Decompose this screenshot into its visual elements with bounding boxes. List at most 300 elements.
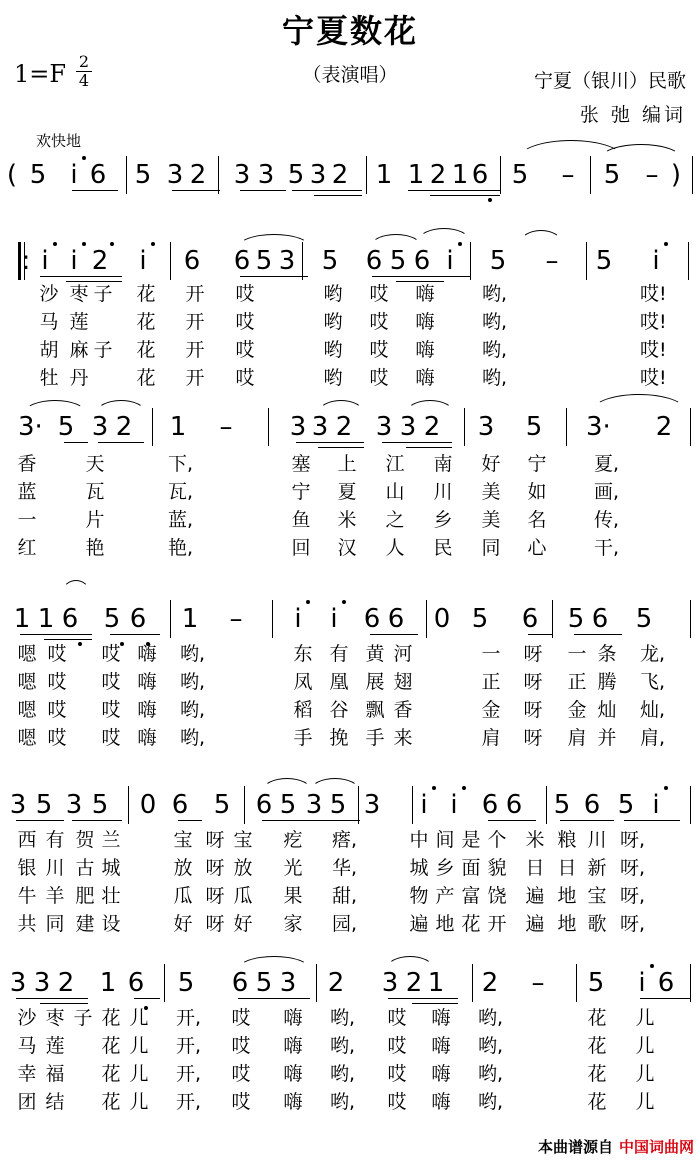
octave-dot-high [664,242,668,246]
lyric-syllable: 开, [176,1007,202,1029]
note-glyph: – [229,604,243,634]
note-glyph: 5 [525,412,543,442]
note-glyph: 3 [65,790,83,820]
note-glyph: 5 [255,968,273,998]
lyric-line [0,536,700,566]
lyric-syllable: 哟, [180,671,206,693]
lyric-syllable: 谷 [329,699,349,721]
site-name-link[interactable]: 中国词曲网 [618,1138,694,1156]
lyric-syllable: 瓜 [173,885,193,907]
bar-line [164,964,165,1002]
lyric-syllable: 壮 [101,885,121,907]
lyric-syllable: 灿 [597,699,617,721]
octave-dot-high [306,600,310,604]
bar-line [546,786,547,824]
note-glyph: 6 [129,604,147,634]
lyric-syllable: 有 [45,829,65,851]
note-glyph: 5 [255,246,273,276]
lyric-syllable: 嗨 [415,283,435,305]
lyric-syllable: 艳, [168,537,194,559]
song-origin: 宁夏（银川）民歌 [533,70,686,92]
beam-underline [238,998,310,999]
lyric-syllable: 如 [527,481,547,503]
note-glyph: 3 [233,160,251,190]
lyric-syllable: 儿 [635,1035,655,1057]
key-signature: 1=F [14,60,67,88]
note-glyph: 6 [363,604,381,634]
lyric-syllable: 哟, [478,1035,504,1057]
lyric-syllable: 放 [173,857,193,879]
note-glyph: i [450,790,458,820]
slur-arc [96,400,146,413]
note-glyph: 3 [375,412,393,442]
lyric-syllable: 开 [487,913,507,935]
note-glyph: 6 [231,968,249,998]
beam-underline [406,447,452,448]
lyric-syllable: 天 [85,453,105,475]
lyric-syllable: 嗨 [431,1091,451,1113]
lyric-syllable: 哎 [231,1035,251,1057]
lyric-syllable: 幸 [17,1063,37,1085]
lyric-syllable: 哎! [640,283,667,305]
lyric-syllable: 地 [435,913,455,935]
octave-dot-high [432,786,436,790]
lyric-syllable: 沙 [17,1007,37,1029]
lyric-syllable: 同 [45,913,65,935]
bar-line [316,964,317,1002]
score-row [0,402,700,559]
note-glyph: 3 [278,246,296,276]
lyric-line [0,1090,700,1120]
note-glyph: i [330,604,338,634]
lyric-syllable: 哎! [640,367,667,389]
bar-line [690,600,691,638]
lyric-syllable: 名 [527,509,547,531]
lyric-syllable: 城 [409,857,429,879]
lyric-syllable: 凤 [293,671,313,693]
lyric-syllable: 嗨 [415,339,435,361]
note-glyph: 2 [327,968,345,998]
bar-line [692,156,693,194]
beam-underline [314,195,362,196]
lyric-syllable: 哟, [478,1063,504,1085]
note-glyph: 2 [331,160,349,190]
lyric-syllable: 来 [393,727,413,749]
lyric-syllable: 开 [185,311,205,333]
lyric-syllable: 呀 [205,913,225,935]
note-glyph: 1 [427,968,445,998]
lyric-syllable: 嗨 [283,1091,303,1113]
lyric-syllable: 一 [567,643,587,665]
lyric-syllable: 哟, [180,699,206,721]
note-glyph: 3 [9,968,27,998]
beam-underline [528,634,552,635]
score-row [0,236,700,389]
bar-line [566,408,567,446]
repeat-bar-line [18,242,21,280]
bar-line [426,600,427,638]
lyric-syllable: 枣 [69,283,89,305]
lyric-syllable: 莲 [69,311,89,333]
lyric-syllable: 龙, [640,643,666,665]
lyric-syllable: 地 [557,885,577,907]
lyric-syllable: 哎 [235,367,255,389]
lyric-syllable: 嗯 [17,727,37,749]
lyric-syllable: 哟, [180,643,206,665]
lyric-syllable: 展 [365,671,385,693]
lyric-syllable: 哎 [387,1091,407,1113]
lyric-syllable: 粮 [557,829,577,851]
beam-underline [72,820,122,821]
lyric-syllable: 红 [17,537,37,559]
lyric-syllable: 兰 [101,829,121,851]
lyric-syllable: 夏 [337,481,357,503]
lyric-syllable: 饶 [487,885,507,907]
note-glyph: 6 [61,604,79,634]
bar-line [126,156,127,194]
note-glyph: 0 [139,790,157,820]
lyric-syllable: 哎 [47,727,67,749]
slur-arc [24,400,86,413]
lyric-syllable: 一 [481,643,501,665]
lyric-syllable: 蓝 [17,481,37,503]
note-glyph: ( [6,160,18,190]
beam-underline [262,820,360,821]
bar-line [244,786,245,824]
lyric-syllable: 歌 [587,913,607,935]
lyric-syllable: 哟, [482,283,508,305]
lyric-syllable: 哎 [47,671,67,693]
note-glyph: 1 [375,160,393,190]
lyric-syllable: 间 [435,829,455,851]
lyric-syllable: 儿 [129,1035,149,1057]
lyric-syllable: 蓝, [168,509,194,531]
note-glyph: 3 [257,160,275,190]
lyric-syllable: 香 [17,453,37,475]
lyric-syllable: 呀 [523,671,543,693]
beam-underline [44,639,92,640]
lyric-syllable: 子 [93,283,113,305]
lyric-syllable: 手 [293,727,313,749]
lyric-syllable: 翅 [393,671,413,693]
song-subtitle: （表演唱） [302,64,398,86]
lyric-line [0,452,700,482]
bar-line [302,242,303,280]
note-glyph: 5 [29,160,47,190]
lyric-syllable: 哎 [101,643,121,665]
note-glyph: 1 [451,160,469,190]
note-glyph: i [41,246,49,276]
slur-arc [406,400,454,413]
note-glyph: 0 [433,604,451,634]
slur-arc [318,400,364,413]
lyric-syllable: 哎 [369,311,389,333]
lyric-syllable: 哎 [369,339,389,361]
beam-underline [40,1003,88,1004]
lyric-syllable: 园, [332,913,358,935]
lyric-syllable: 花 [587,1007,607,1029]
lyric-line [0,338,700,368]
lyric-syllable: 米 [525,829,545,851]
lyric-syllable: 物 [409,885,429,907]
note-glyph: 3 [9,790,27,820]
beam-underline [16,998,88,999]
bar-line [358,786,359,824]
beam-underline [574,634,622,635]
lyric-syllable: 嗨 [415,367,435,389]
note-glyph: 5 [134,160,152,190]
octave-dot-high [462,786,466,790]
lyric-syllable: 川 [45,857,65,879]
lyric-syllable: 中 [409,829,429,851]
slur-arc [592,394,686,411]
note-glyph: 6 [89,160,107,190]
lyric-syllable: 哎 [101,671,121,693]
note-glyph: 6 [183,246,201,276]
lyric-syllable: 地 [557,913,577,935]
lyric-syllable: 山 [385,481,405,503]
lyric-line [0,508,700,538]
lyric-syllable: 美 [481,481,501,503]
note-glyph: 5 [177,968,195,998]
lyric-syllable: 哎 [231,1007,251,1029]
lyric-syllable: 嗨 [431,1035,451,1057]
lyric-syllable: 开, [176,1063,202,1085]
lyric-line [0,642,700,672]
lyric-syllable: 同 [481,537,501,559]
bar-line [366,156,367,194]
lyric-syllable: 贺 [75,829,95,851]
lyric-line [0,1006,700,1036]
lyric-syllable: 疙 [283,829,303,851]
note-glyph: i [294,604,302,634]
lyric-syllable: 嗨 [431,1063,451,1085]
note-glyph: 6 [481,790,499,820]
note-glyph: 6 [127,968,145,998]
note-glyph: 6 [591,604,609,634]
lyric-syllable: 乡 [433,509,453,531]
octave-dot-high [650,964,654,968]
lyric-syllable: 甜, [332,885,358,907]
note-glyph: 3 [309,160,327,190]
tempo-marking: 欢快地 [36,132,82,150]
lyric-syllable: 遍 [525,885,545,907]
lyric-syllable: 光 [283,857,303,879]
note-glyph: 5 [91,790,109,820]
lyric-syllable: 嗨 [415,311,435,333]
lyric-syllable: 产 [435,885,455,907]
note-glyph: i [139,246,147,276]
note-glyph: 5 [511,160,529,190]
note-glyph: 3· [18,412,43,442]
lyric-syllable: 民 [433,537,453,559]
note-glyph: i [652,790,660,820]
note-glyph: 1 [169,412,187,442]
lyric-syllable: 儿 [129,1091,149,1113]
note-glyph: 1 [99,968,117,998]
note-glyph: 5 [35,790,53,820]
lyric-syllable: 哎 [235,311,255,333]
lyric-syllable: 嗨 [137,671,157,693]
lyric-syllable: 挽 [329,727,349,749]
lyric-syllable: 金 [567,699,587,721]
note-glyph: i [446,246,454,276]
bar-line [218,156,219,194]
lyric-syllable: 花 [136,339,156,361]
note-glyph: 2 [481,968,499,998]
note-glyph: 2 [91,246,109,276]
bar-line [552,600,553,638]
lyric-syllable: 哟, [478,1091,504,1113]
lyric-syllable: 果 [283,885,303,907]
beam-underline [560,820,614,821]
note-glyph: 3 [279,968,297,998]
note-glyph: 5 [329,790,347,820]
lyric-syllable: 华, [332,857,358,879]
lyric-syllable: 日 [557,857,577,879]
lyric-syllable: 哟, [478,1007,504,1029]
lyric-syllable: 结 [45,1091,65,1113]
lyric-syllable: 肩 [567,727,587,749]
source-label: 本曲谱源自 [537,1138,613,1156]
slur-arc [370,234,422,247]
lyric-syllable: 哎 [101,699,121,721]
note-glyph: 5 [279,790,297,820]
note-glyph: 2 [57,968,75,998]
lyric-syllable: 哟 [323,367,343,389]
lyric-syllable: 建 [75,913,95,935]
lyric-syllable: 哟, [330,1035,356,1057]
lyric-syllable: 嗨 [137,699,157,721]
lyric-syllable: 嗨 [137,643,157,665]
beam-underline [40,276,122,277]
lyric-syllable: 正 [567,671,587,693]
lyric-syllable: 花 [101,1007,121,1029]
lyric-syllable: 遍 [409,913,429,935]
lyric-syllable: 哎 [47,643,67,665]
lyric-syllable: 川 [433,481,453,503]
lyric-syllable: 家 [283,913,303,935]
note-glyph: – [561,160,575,190]
beam-underline [240,190,286,191]
lyric-syllable: 开 [185,339,205,361]
lyric-line [0,282,700,312]
time-signature-bottom: 4 [78,71,90,90]
beam-underline [172,190,220,191]
note-glyph: 5 [389,246,407,276]
lyric-syllable: 嗯 [17,643,37,665]
lyric-syllable: 河 [393,643,413,665]
lyric-syllable: 哎 [101,727,121,749]
lyric-syllable: 好 [173,913,193,935]
note-glyph: 3 [363,790,381,820]
bar-line [170,242,171,280]
note-glyph: – [545,246,559,276]
lyric-syllable: 丹 [69,367,89,389]
lyric-syllable: 莲 [45,1035,65,1057]
lyric-syllable: 花 [101,1091,121,1113]
note-glyph: 2 [189,160,207,190]
notes-line [0,958,700,1008]
bar-line [690,786,691,824]
lyric-syllable: 飞, [640,671,666,693]
lyric-syllable: 貌 [487,857,507,879]
note-glyph: 5 [489,246,507,276]
beam-underline [72,190,118,191]
bar-line [472,964,473,1002]
lyric-syllable: 哟, [482,311,508,333]
lyric-syllable: 哎 [235,339,255,361]
lyric-syllable: 片 [85,509,105,531]
octave-dot-high [458,242,462,246]
note-glyph: 3 [477,412,495,442]
lyric-syllable: 哎 [387,1007,407,1029]
lyric-syllable: 有 [329,643,349,665]
note-glyph: i [70,246,78,276]
lyric-syllable: 哟 [323,339,343,361]
score-row [0,594,700,749]
note-glyph: 5 [603,160,621,190]
lyric-syllable: 米 [337,509,357,531]
lyric-syllable: 哎 [387,1063,407,1085]
note-glyph: 5 [321,246,339,276]
bar-line [690,964,691,1002]
beam-underline [370,634,418,635]
lyric-syllable: 儿 [635,1007,655,1029]
lyric-syllable: 画, [594,481,620,503]
slur-arc [238,234,310,247]
lyric-syllable: 枣 [45,1007,65,1029]
note-glyph: 2 [429,160,447,190]
lyric-syllable: 花 [587,1091,607,1113]
lyric-syllable: 是 [461,829,481,851]
note-glyph: 6 [413,246,431,276]
beam-underline [382,442,452,443]
lyric-syllable: 哎! [640,339,667,361]
lyric-line [0,670,700,700]
slur-arc [62,580,90,593]
lyric-syllable: 人 [385,537,405,559]
lyric-syllable: 沙 [39,283,59,305]
lyric-syllable: 古 [75,857,95,879]
lyric-syllable: 花 [101,1035,121,1057]
lyric-syllable: 嗨 [283,1007,303,1029]
lyric-syllable: 哎 [387,1035,407,1057]
notes-line [0,236,700,286]
bar-line [128,786,129,824]
beam-underline [408,190,500,191]
note-glyph: 5 [617,790,635,820]
score-row [0,958,700,1113]
beam-underline [98,442,144,443]
notes-line [0,594,700,644]
lyric-syllable: 南 [433,453,453,475]
lyric-syllable: 麻 [69,339,89,361]
lyric-syllable: 哎 [231,1063,251,1085]
lyric-line [0,1034,700,1064]
lyric-syllable: 花 [136,283,156,305]
lyric-syllable: 美 [481,509,501,531]
time-signature-top: 2 [78,52,90,71]
note-glyph: 3 [166,160,184,190]
lyric-syllable: 遍 [525,913,545,935]
lyric-syllable: 团 [17,1091,37,1113]
octave-dot-high [110,242,114,246]
lyric-syllable: 富 [461,885,481,907]
slur-arc [386,956,434,969]
lyric-syllable: 子 [73,1007,93,1029]
lyric-syllable: 西 [17,829,37,851]
